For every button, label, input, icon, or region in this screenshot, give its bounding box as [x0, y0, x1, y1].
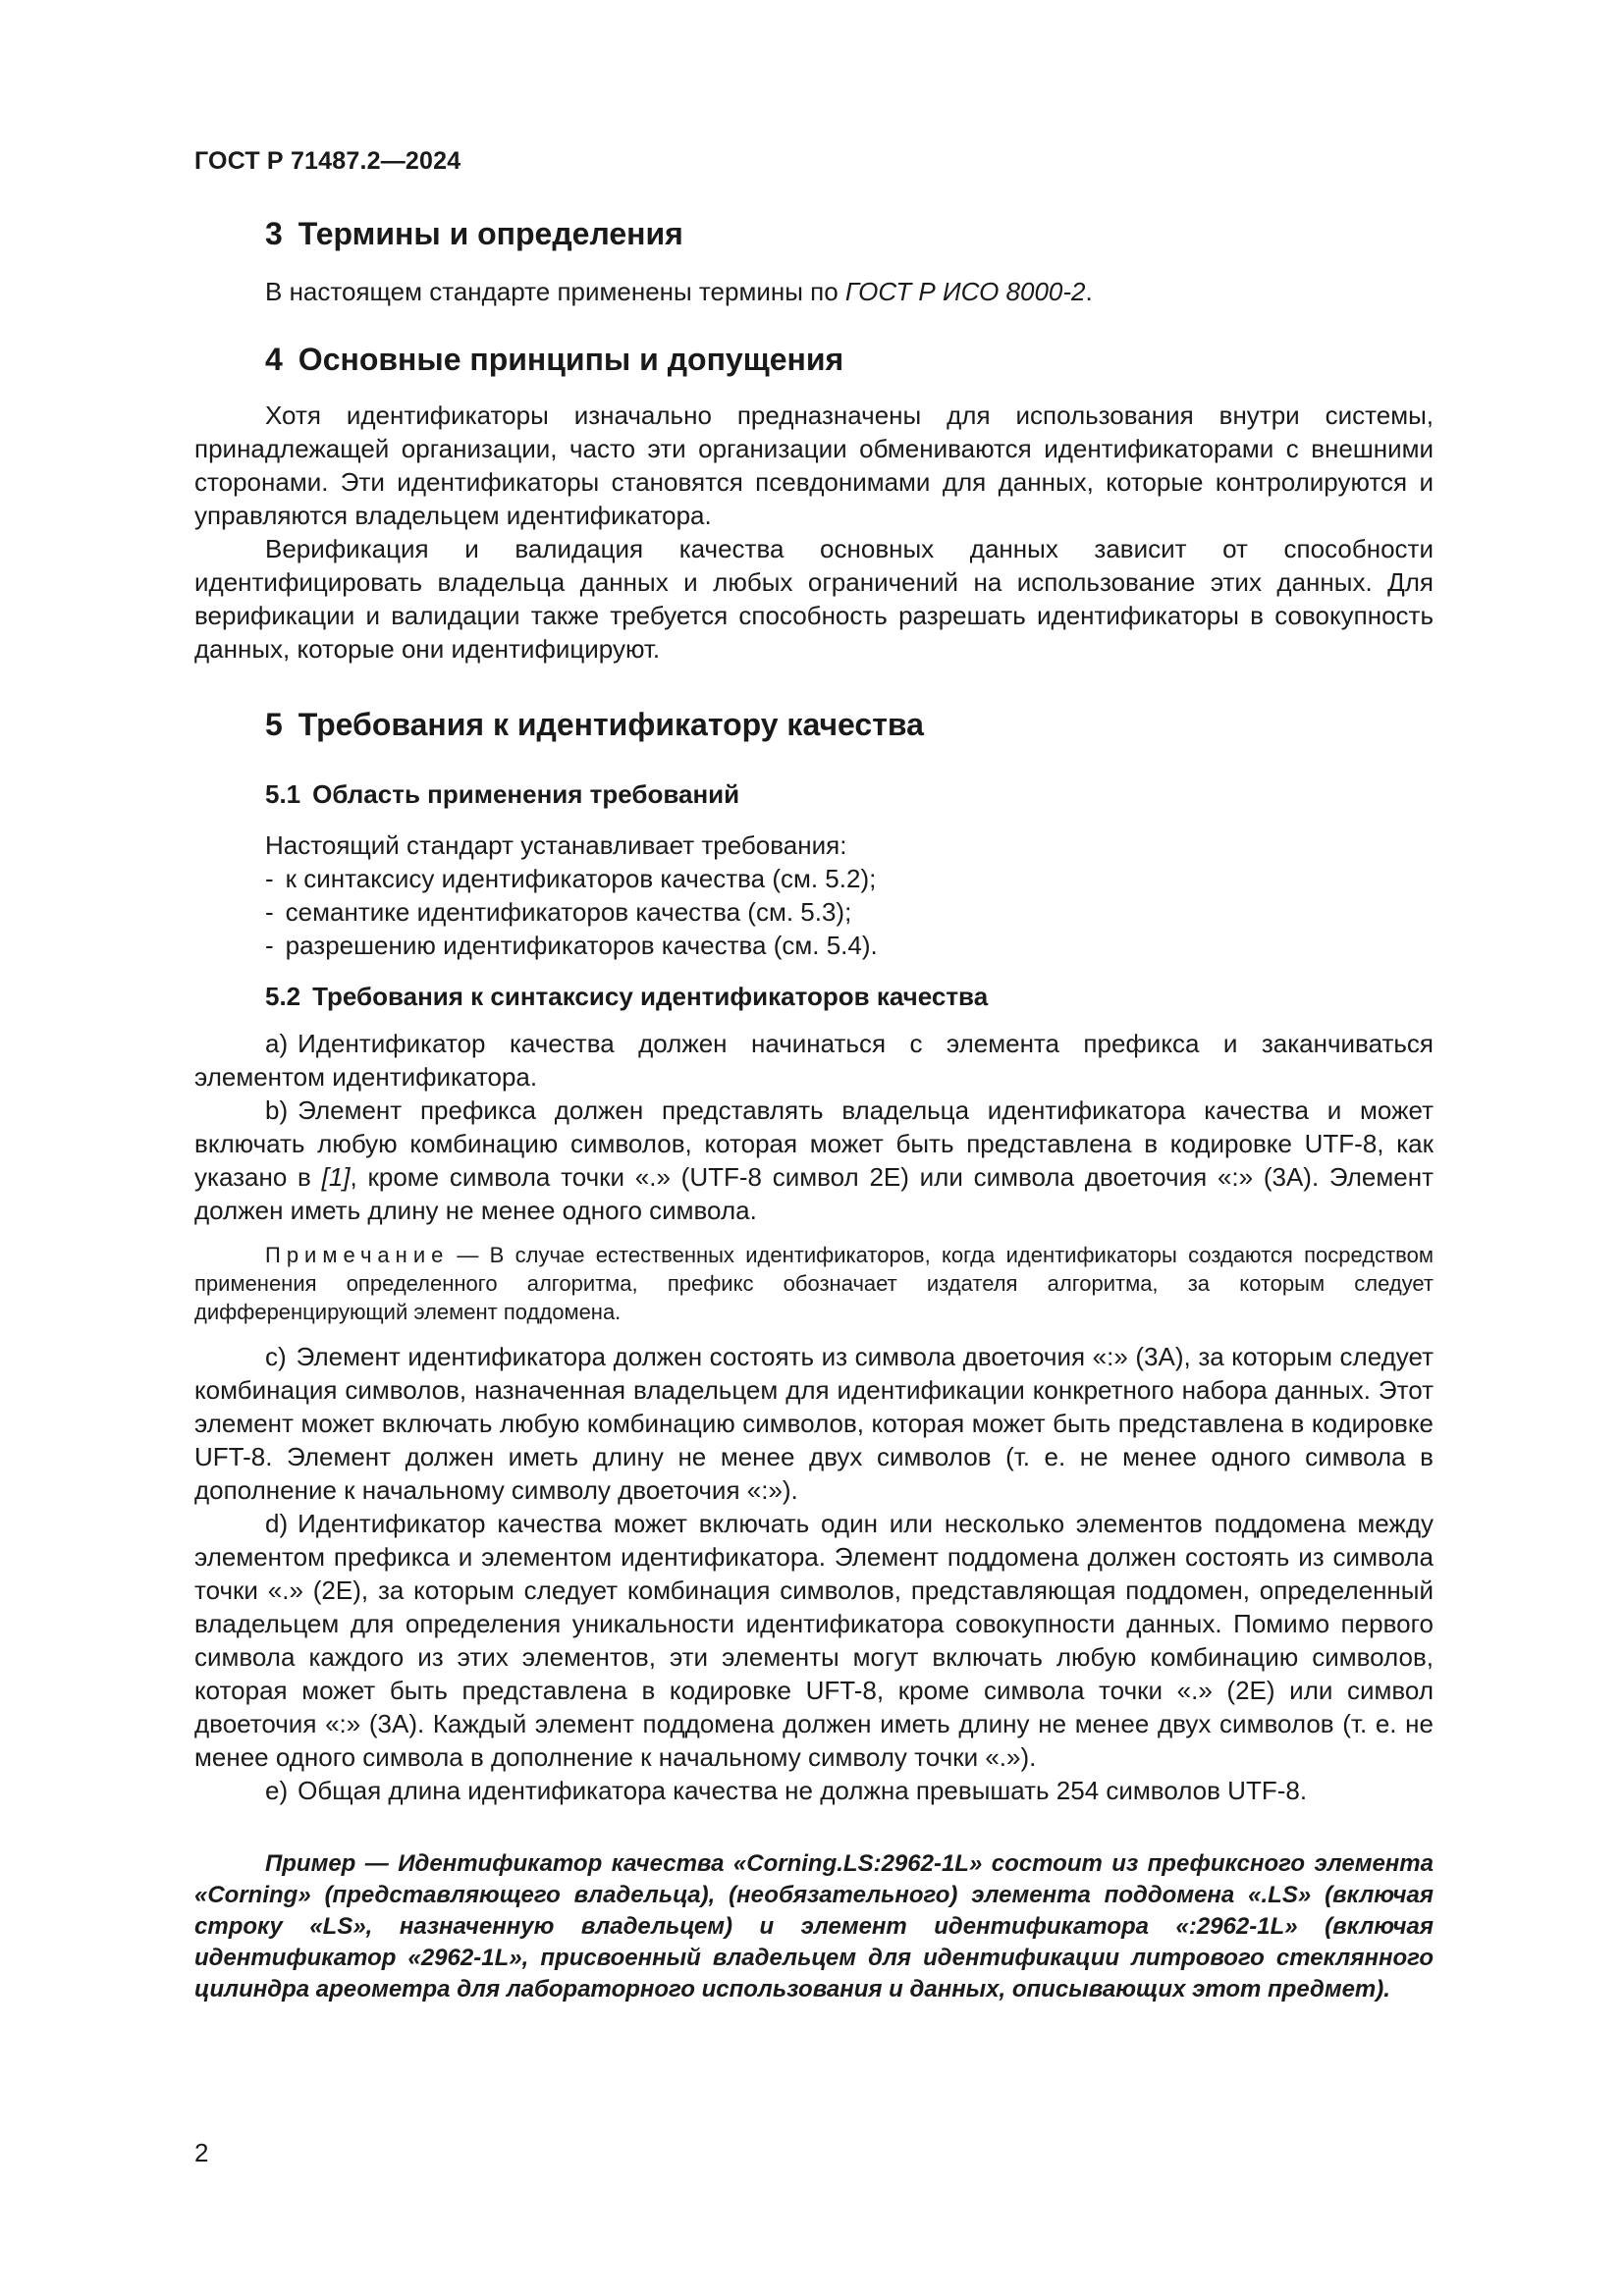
item-text: Элемент префикса должен представлять владельца идентификатора качества и может включать любую комбинацию символов, которая может быть представлена в кодировке UTF-8, как указано в: [194, 1095, 1434, 1192]
document-header: ГОСТ Р 71487.2—2024: [194, 147, 461, 175]
subsection-title: Требования к синтаксису идентификаторов качества: [312, 982, 989, 1011]
text-fragment: .: [1085, 277, 1093, 306]
paragraph: Верификация и валидация качества основных данных зависит от способности идентифицировать владельца данных и любых ограничений на использование этих данных. Для верификации и валидации также требуется способность разрешать идентификаторы в совокупность данных, которые они идентифицируют.: [194, 534, 1434, 664]
list-item: - разрешению идентификаторов качества (см. 5.4).: [265, 931, 878, 960]
list-item: - к синтаксису идентификаторов качества (см. 5.2);: [265, 864, 877, 893]
item-label: b): [265, 1095, 289, 1125]
subsection-number: 5.2: [265, 982, 301, 1011]
requirement-b: [194, 1094, 1434, 1227]
note-text: — В случае естественных идентификаторов, когда идентификаторы создаются посредством применения определенного алгоритма, префикс обозначает издателя алгоритма, за которым следует дифференцирующий элемент поддомена.: [194, 1243, 1434, 1324]
requirement-d: [194, 1507, 1434, 1774]
section-title: Требования к идентификатору качества: [298, 707, 924, 742]
item-label: d): [265, 1509, 289, 1538]
list-item-text: к синтаксису идентификаторов качества (см. 5.2);: [285, 864, 877, 893]
subsection-5-2-heading: [265, 980, 1434, 1013]
section-5-heading: [265, 705, 1434, 744]
requirement-c: [194, 1340, 1434, 1507]
item-text: Общая длина идентификатора качества не должна превышать 254 символов UTF-8.: [298, 1776, 1308, 1805]
section-4-heading: [265, 340, 1434, 379]
standard-reference: ГОСТ Р ИСО 8000-2: [844, 277, 1086, 306]
item-text: Идентификатор качества должен начинаться с элемента префикса и заканчиваться элементом идентификатора.: [194, 1029, 1434, 1092]
item-text: , кроме символа точки «.» (UTF-8 символ 2E) или символа двоеточия «:» (3A). Элемент должен иметь длину не менее одного символа.: [194, 1162, 1434, 1225]
subsection-title: Область применения требований: [312, 779, 740, 809]
list-item-text: семантике идентификаторов качества (см. 5.3);: [285, 897, 852, 927]
section-number: 4: [265, 342, 283, 377]
paragraph: Хотя идентификаторы изначально предназначены для использования внутри системы, принадлежащей организации, часто эти организации обмениваются идентификаторами с внешними сторонами. Эти идентификаторы становятся псевдонимами для данных, которые контролируются и управляются владельцем идентификатора.: [194, 400, 1434, 530]
requirement-a: [194, 1027, 1434, 1094]
example-block: Пример — Идентификатор качества «Corning.LS:2962-1L» состоит из префиксного элемента «Corning» (представляющего владельца), (необязательного) элемента поддомена «.LS» (включая строку «LS», назначенную владельцем) и элемент идентификатора «:2962-1L» (включая идентификатор «2962-1L», присвоенный владельцем для идентификации литрового стеклянного цилиндра ареометра для лабораторного использования и данных, описывающих этот предмет).: [194, 1850, 1434, 2002]
section-3-text: [194, 275, 1434, 308]
bibliography-reference: [1]: [321, 1162, 351, 1192]
page-number: 2: [194, 2138, 209, 2167]
list-lead: Настоящий стандарт устанавливает требования:: [265, 830, 847, 860]
requirements-list: [194, 862, 1434, 962]
subsection-number: 5.1: [265, 779, 301, 809]
section-3-heading: [265, 214, 1434, 253]
item-label: e): [265, 1776, 289, 1805]
list-item-text: разрешению идентификаторов качества (см. 5.4).: [285, 931, 878, 960]
section-number: 5: [265, 707, 283, 742]
text-fragment: В настоящем стандарте применены термины по: [265, 277, 845, 306]
section-title: Термины и определения: [298, 216, 683, 251]
document-body: [194, 214, 1434, 2005]
list-item: - семантике идентификаторов качества (см. 5.3);: [265, 897, 852, 927]
item-text: Идентификатор качества может включать один или несколько элементов поддомена между элементом префикса и элементом идентификатора. Элемент поддомена должен состоять из символа точки «.» (2E), за которым следует комбинация символов, представляющая поддомен, определенный владельцем для определения уникальности идентификатора совокупности данных. Помимо первого символа каждого из этих элементов, эти элементы могут включать любую комбинацию символов, которая может быть представлена в кодировке UFT-8, кроме символа точки «.» (2E) или символ двоеточия «:» (3A). Каждый элемент поддомена должен иметь длину не менее двух символов (т. е. не менее одного символа в дополнение к начальному символу точки «.»).: [194, 1509, 1434, 1772]
section-number: 3: [265, 216, 283, 251]
item-label: c): [265, 1342, 287, 1371]
item-text: Элемент идентификатора должен состоять из символа двоеточия «:» (3A), за которым следует комбинация символов, назначенная владельцем для идентификации конкретного набора данных. Этот элемент может включать любую комбинацию символов, которая может быть представлена в кодировке UFT-8. Элемент должен иметь длину не менее двух символов (т. е. не менее одного символа в дополнение к начальному символу двоеточия «:»).: [194, 1342, 1434, 1505]
item-label: a): [265, 1029, 289, 1058]
note-label: Примечание: [265, 1243, 450, 1267]
section-title: Основные принципы и допущения: [298, 342, 844, 377]
subsection-5-1-heading: [265, 777, 1434, 811]
requirement-e: [194, 1774, 1434, 1807]
note: [194, 1241, 1434, 1326]
